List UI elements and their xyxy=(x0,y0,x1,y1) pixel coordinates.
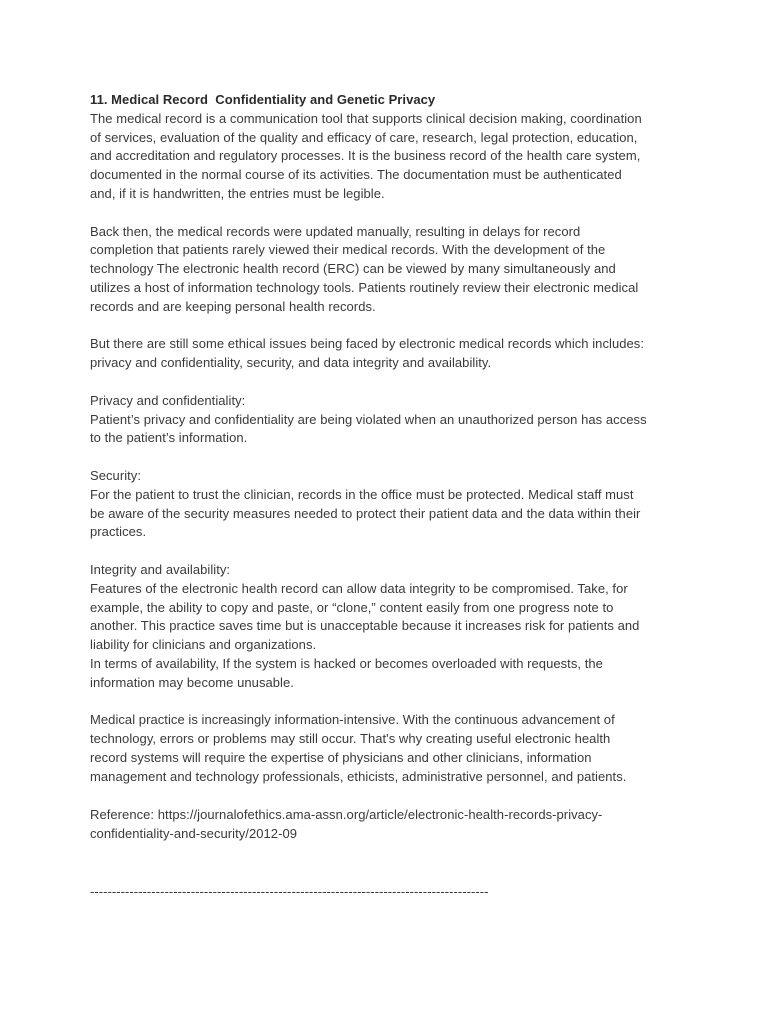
reference-paragraph xyxy=(90,806,690,844)
dashed-divider: ------------------------------------------------------------------------------------------- xyxy=(90,884,489,900)
ethical-issues-paragraph xyxy=(90,335,690,373)
reference-line: Reference: https://journalofethics.ama-assn.org/article/electronic-health-records-privacy- xyxy=(90,807,603,823)
security-section xyxy=(90,467,690,542)
intro-line: The medical record is a communication tool that supports clinical decision making, coordination xyxy=(90,110,642,126)
back-then-line: utilizes a host of information technology tools. Patients routinely review their electronic medical xyxy=(90,279,639,295)
integrity-line: liability for clinicians and organizations. xyxy=(90,637,317,653)
intro-line: of services, evaluation of the quality and efficacy of care, research, legal protection, education, xyxy=(90,129,638,145)
privacy-section xyxy=(90,392,690,448)
intro-paragraph xyxy=(90,110,690,204)
practice-line: management and technology professionals, ethicists, administrative personnel, and patients. xyxy=(90,768,627,784)
security-line: be aware of the security measures needed to protect their patient data and the data within their xyxy=(90,505,641,521)
document-title: 11. Medical Record Confidentiality and Genetic Privacy xyxy=(90,92,436,107)
security-heading: Security: xyxy=(90,467,142,483)
back-then-line: records and are keeping personal health records. xyxy=(90,298,376,314)
privacy-heading: Privacy and confidentiality: xyxy=(90,392,246,408)
intro-line: and accreditation and regulatory processes. It is the business record of the health care system, xyxy=(90,148,641,164)
security-line: For the patient to trust the clinician, records in the office must be protected. Medical staff must xyxy=(90,486,634,502)
practice-line: technology, errors or problems may still occur. That's why creating useful electronic health xyxy=(90,731,611,747)
integrity-line: another. This practice saves time but is unacceptable because it increases risk for patients and xyxy=(90,618,640,634)
back-then-line: Back then, the medical records were updated manually, resulting in delays for record xyxy=(90,223,581,239)
integrity-line: Features of the electronic health record can allow data integrity to be compromised. Take, for xyxy=(90,580,628,596)
back-then-paragraph xyxy=(90,223,690,317)
practice-line: record systems will require the expertise of physicians and other clinicians, information xyxy=(90,749,592,765)
integrity-line: example, the ability to copy and paste, or “clone,” content easily from one progress note to xyxy=(90,599,614,615)
integrity-heading: Integrity and availability: xyxy=(90,561,231,577)
back-then-line: technology The electronic health record (ERC) can be viewed by many simultaneously and xyxy=(90,261,616,277)
practice-line: Medical practice is increasingly information-intensive. With the continuous advancement of xyxy=(90,712,615,728)
ethical-issues-line: privacy and confidentiality, security, and data integrity and availability. xyxy=(90,355,492,371)
integrity-line: In terms of availability, If the system is hacked or becomes overloaded with requests, the xyxy=(90,655,603,671)
security-line: practices. xyxy=(90,524,147,540)
intro-line: documented in the normal course of its activities. The documentation must be authenticated xyxy=(90,167,622,183)
document-body xyxy=(90,91,690,902)
integrity-line: information may become unusable. xyxy=(90,674,294,690)
practice-paragraph xyxy=(90,711,690,786)
reference-line: confidentiality-and-security/2012-09 xyxy=(90,826,298,842)
back-then-line: completion that patients rarely viewed their medical records. With the development of the xyxy=(90,242,606,258)
ethical-issues-line: But there are still some ethical issues being faced by electronic medical records which includes: xyxy=(90,336,645,352)
privacy-line: to the patient’s information. xyxy=(90,430,248,446)
privacy-line: Patient’s privacy and confidentiality are being violated when an unauthorized person has access xyxy=(90,411,647,427)
intro-line: and, if it is handwritten, the entries must be legible. xyxy=(90,185,385,201)
integrity-section xyxy=(90,561,690,693)
